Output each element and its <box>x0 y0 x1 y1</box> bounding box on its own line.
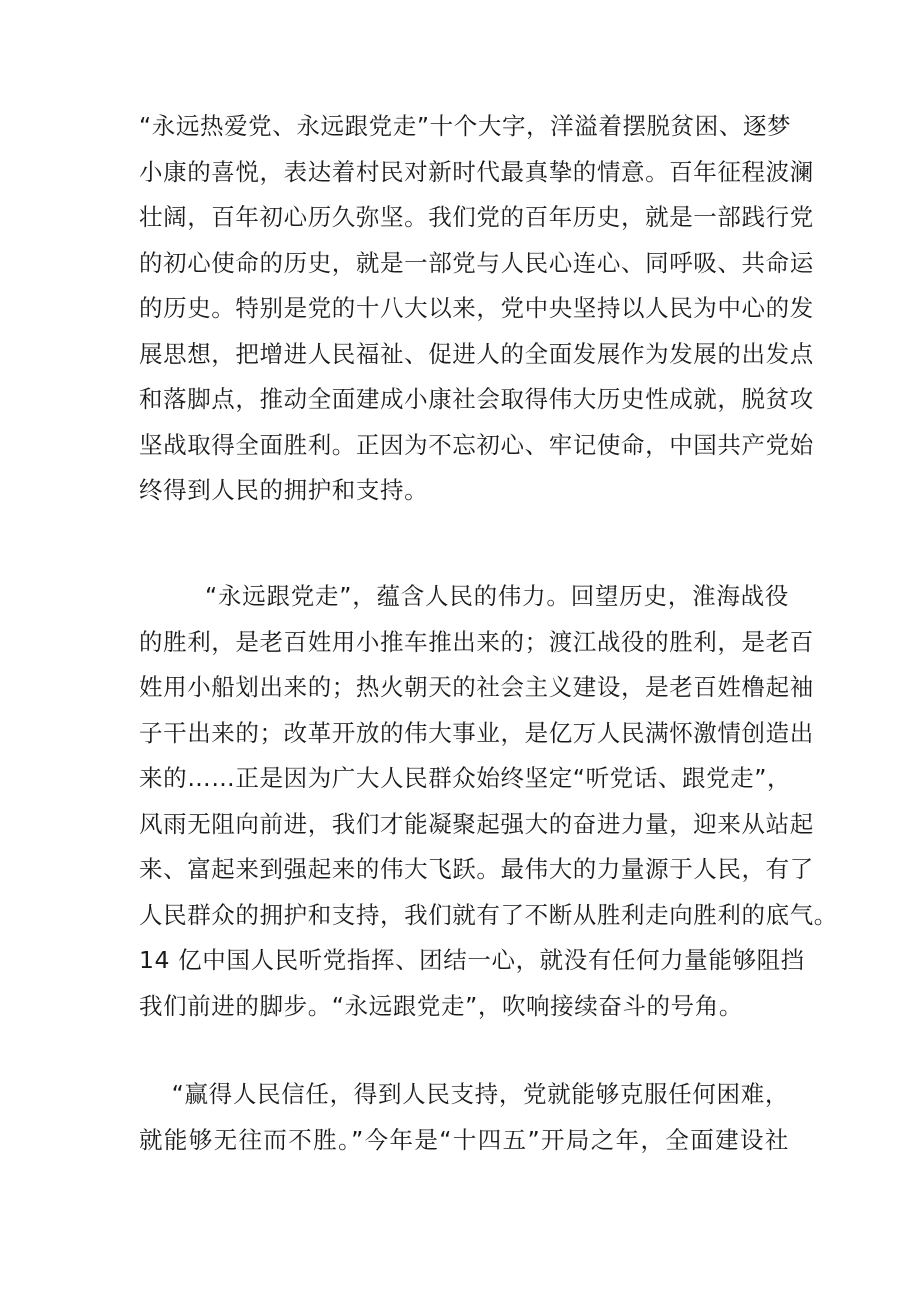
text-line: “永远跟党走”，蕴含人民的伟力。回望历史，淮海战役 <box>139 582 789 610</box>
text-line: 的历史。特别是党的十八大以来，党中央坚持以人民为中心的发 <box>139 294 814 322</box>
text-line: 就能够无往而不胜。”今年是“十四五”开局之年，全面建设社 <box>139 1125 789 1154</box>
text-line: 小康的喜悦，表达着村民对新时代最真挚的情意。百年征程波澜 <box>139 157 814 186</box>
text-line: 我们前进的脚步。“永远跟党走”，吹响接续奋斗的号角。 <box>139 991 743 1020</box>
text-line: “赢得人民信任，得到人民支持，党就能够克服任何困难， <box>139 1080 789 1108</box>
text-line: 的胜利，是老百姓用小推车推出来的；渡江战役的胜利，是老百 <box>139 627 814 656</box>
text-line: 壮阔，百年初心历久弥坚。我们党的百年历史，就是一部践行党 <box>139 203 814 231</box>
paragraph-3 <box>139 1072 789 1163</box>
text-line: 来的……正是因为广大人民群众始终坚定“听党话、跟党走”， <box>139 764 792 792</box>
text-line: 14 亿中国人民听党指挥、团结一心，就没有任何力量能够阻挡 <box>139 946 805 974</box>
text-line: 子干出来的；改革开放的伟大事业，是亿万人民满怀激情创造出 <box>139 718 814 747</box>
text-line: 展思想，把增进人民福祉、促进人的全面发展作为发展的出发点 <box>139 339 814 368</box>
text-line: “永远热爱党、永远跟党走”十个大字，洋溢着摆脱贫困、逐梦 <box>139 112 792 140</box>
paragraph-1 <box>139 104 814 514</box>
text-line: 终得到人民的拥护和支持。 <box>139 476 429 504</box>
text-line: 人民群众的拥护和支持，我们就有了不断从胜利走向胜利的底气。 <box>139 900 838 929</box>
text-line: 的初心使命的历史，就是一部党与人民心连心、同呼吸、共命运 <box>139 248 814 277</box>
text-line: 坚战取得全面胜利。正因为不忘初心、牢记使命，中国共产党始 <box>139 430 814 459</box>
text-line: 来、富起来到强起来的伟大飞跃。最伟大的力量源于人民，有了 <box>139 855 814 883</box>
paragraph-2 <box>139 574 838 1029</box>
text-line: 姓用小船划出来的；热火朝天的社会主义建设，是老百姓橹起袖 <box>139 673 814 701</box>
text-line: 和落脚点，推动全面建成小康社会取得伟大历史性成就，脱贫攻 <box>139 385 814 413</box>
text-line: 风雨无阻向前进，我们才能凝聚起强大的奋进力量，迎来从站起 <box>139 809 814 838</box>
